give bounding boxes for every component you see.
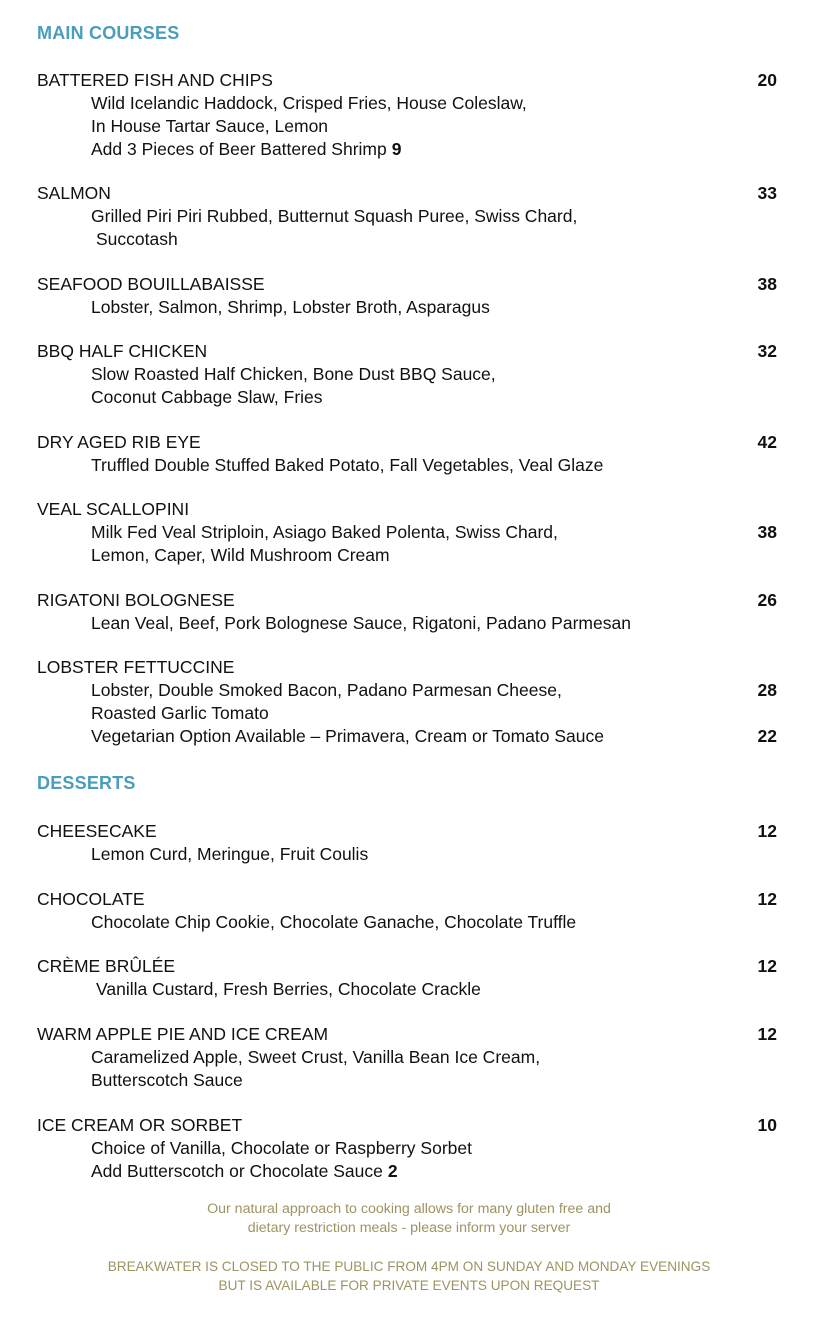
item-description: Chocolate Chip Cookie, Chocolate Ganache, Chocolate Truffle	[91, 912, 577, 932]
desserts-heading: DESSERTS	[37, 773, 136, 793]
item-price: 38	[757, 522, 777, 542]
item-price: 42	[757, 432, 777, 452]
item-price: 12	[757, 889, 777, 909]
item-name: BBQ HALF CHICKEN	[37, 341, 208, 361]
item-price: 20	[757, 70, 777, 90]
addon-price: 9	[391, 139, 402, 159]
dietary-note	[0, 1200, 818, 1238]
item-description: Butterscotch Sauce	[91, 1070, 243, 1090]
menu-item-creme-brulee	[37, 955, 779, 1001]
dietary-note-line: dietary restriction meals - please inform your server	[247, 1220, 571, 1236]
item-addon	[37, 1160, 779, 1183]
item-name: CRÈME BRÛLÉE	[37, 956, 176, 976]
item-description: Truffled Double Stuffed Baked Potato, Fall Vegetables, Veal Glaze	[91, 455, 604, 475]
addon-label: Add Butterscotch or Chocolate Sauce	[91, 1161, 383, 1181]
item-name: SALMON	[37, 183, 111, 203]
item-name: LOBSTER FETTUCCINE	[37, 657, 235, 677]
closure-notice-line: BREAKWATER IS CLOSED TO THE PUBLIC FROM 4PM ON SUNDAY AND MONDAY EVENINGS	[107, 1259, 711, 1274]
menu-item-chocolate	[37, 888, 779, 934]
item-addon	[37, 138, 779, 161]
item-price: 12	[757, 956, 777, 976]
item-option: Vegetarian Option Available – Primavera, Cream or Tomato Sauce	[91, 726, 604, 746]
item-name: CHOCOLATE	[37, 889, 145, 909]
addon-label: Add 3 Pieces of Beer Battered Shrimp	[91, 139, 387, 159]
dietary-note-line: Our natural approach to cooking allows for many gluten free and	[207, 1201, 611, 1217]
closure-notice-line: BUT IS AVAILABLE FOR PRIVATE EVENTS UPON REQUEST	[218, 1278, 600, 1293]
item-price: 28	[757, 680, 777, 700]
item-description: Milk Fed Veal Striploin, Asiago Baked Polenta, Swiss Chard,	[91, 522, 558, 542]
item-description: Roasted Garlic Tomato	[91, 703, 269, 723]
item-description: Grilled Piri Piri Rubbed, Butternut Squash Puree, Swiss Chard,	[91, 206, 578, 226]
item-price: 12	[757, 821, 777, 841]
menu-item-dry-aged-rib-eye	[37, 431, 779, 477]
item-description: Wild Icelandic Haddock, Crisped Fries, House Coleslaw,	[91, 93, 527, 113]
menu-item-salmon	[37, 182, 779, 251]
item-price: 32	[757, 341, 777, 361]
item-name: VEAL SCALLOPINI	[37, 499, 190, 519]
item-name: WARM APPLE PIE AND ICE CREAM	[37, 1024, 329, 1044]
item-price: 12	[757, 1024, 777, 1044]
closure-notice	[0, 1257, 818, 1295]
item-price: 33	[757, 183, 777, 203]
option-price: 22	[757, 726, 777, 746]
menu-item-fish-and-chips	[37, 69, 779, 161]
item-name: CHEESECAKE	[37, 821, 157, 841]
item-name: BATTERED FISH AND CHIPS	[37, 70, 273, 90]
item-price: 10	[757, 1115, 777, 1135]
item-price: 26	[757, 590, 777, 610]
item-description: Lobster, Salmon, Shrimp, Lobster Broth, Asparagus	[91, 297, 490, 317]
item-description: Lobster, Double Smoked Bacon, Padano Parmesan Cheese,	[91, 680, 562, 700]
item-price: 38	[757, 274, 777, 294]
item-description: Slow Roasted Half Chicken, Bone Dust BBQ Sauce,	[91, 364, 496, 384]
menu-item-lobster-fettuccine	[37, 656, 779, 748]
item-name: SEAFOOD BOUILLABAISSE	[37, 274, 265, 294]
menu-item-ice-cream-or-sorbet	[37, 1114, 779, 1183]
item-description: In House Tartar Sauce, Lemon	[91, 116, 329, 136]
item-description: Choice of Vanilla, Chocolate or Raspberry Sorbet	[91, 1138, 472, 1158]
item-description: Lemon, Caper, Wild Mushroom Cream	[91, 545, 390, 565]
main-courses-heading: MAIN COURSES	[37, 23, 180, 43]
item-description: Vanilla Custard, Fresh Berries, Chocolate Crackle	[96, 979, 481, 999]
item-description: Coconut Cabbage Slaw, Fries	[91, 387, 323, 407]
item-description: Succotash	[96, 229, 178, 249]
menu-item-veal-scallopini	[37, 498, 779, 567]
item-name: RIGATONI BOLOGNESE	[37, 590, 235, 610]
menu-item-cheesecake	[37, 820, 779, 866]
item-description: Lean Veal, Beef, Pork Bolognese Sauce, Rigatoni, Padano Parmesan	[91, 613, 631, 633]
item-description: Lemon Curd, Meringue, Fruit Coulis	[91, 844, 369, 864]
item-name: DRY AGED RIB EYE	[37, 432, 201, 452]
menu-item-rigatoni-bolognese	[37, 589, 779, 635]
item-name: ICE CREAM OR SORBET	[37, 1115, 243, 1135]
addon-price: 2	[387, 1161, 398, 1181]
item-description: Caramelized Apple, Sweet Crust, Vanilla Bean Ice Cream,	[91, 1047, 541, 1067]
menu-item-bbq-half-chicken	[37, 340, 779, 409]
menu-item-seafood-bouillabaisse	[37, 273, 779, 319]
menu-item-warm-apple-pie	[37, 1023, 779, 1092]
